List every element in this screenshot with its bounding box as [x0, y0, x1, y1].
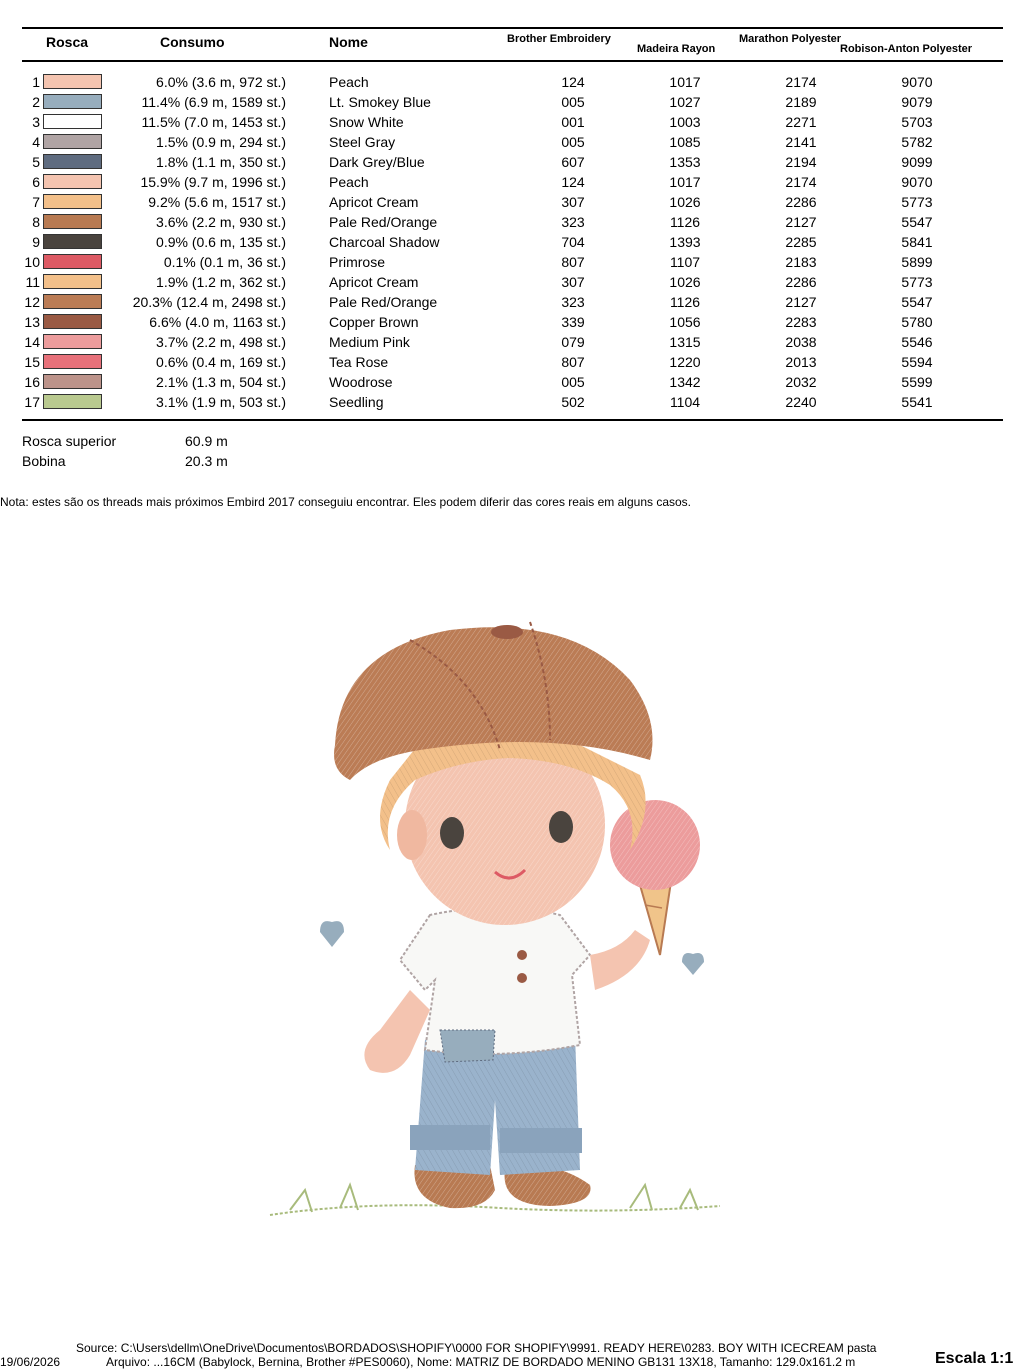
madeira-code: 1017: [669, 74, 701, 90]
table-row: [0, 232, 1024, 252]
madeira-code: 1126: [669, 214, 701, 230]
thread-number: 9: [32, 234, 40, 250]
thread-number: 14: [24, 334, 40, 350]
marathon-code: 2183: [785, 254, 817, 270]
marathon-code: 2194: [785, 154, 817, 170]
brother-code: 339: [561, 314, 585, 330]
thread-number: 3: [32, 114, 40, 130]
thread-consumption: 6.0% (3.6 m, 972 st.): [156, 74, 286, 90]
thread-name: Peach: [329, 174, 369, 190]
thread-color-swatch: [43, 254, 102, 269]
header-rosca: Rosca: [46, 34, 89, 50]
thread-consumption: 3.1% (1.9 m, 503 st.): [156, 394, 286, 410]
brother-code: 307: [561, 194, 585, 210]
brother-code: 124: [561, 74, 585, 90]
robison-code: 5547: [901, 294, 933, 310]
thread-name: Apricot Cream: [329, 194, 419, 210]
thread-name: Medium Pink: [329, 334, 410, 350]
brother-code: 307: [561, 274, 585, 290]
madeira-code: 1342: [669, 374, 701, 390]
thread-number: 8: [32, 214, 40, 230]
madeira-code: 1393: [669, 234, 701, 250]
table-row: [0, 72, 1024, 92]
header-marathon: Marathon Polyester: [739, 33, 842, 45]
footer-file: Arquivo: ...16CM (Babylock, Bernina, Brother #PES0060), Nome: MATRIZ DE BORDADO MENINO GB131 13X18, Tamanho: 129.0x161.2 m: [106, 1355, 856, 1369]
marathon-code: 2283: [785, 314, 817, 330]
marathon-code: 2189: [785, 94, 817, 110]
table-top-rule: [22, 27, 1003, 29]
table-row: [0, 212, 1024, 232]
thread-number: 15: [24, 354, 40, 370]
thread-consumption: 0.1% (0.1 m, 36 st.): [163, 254, 286, 270]
thread-name: Seedling: [329, 394, 384, 410]
robison-code: 5841: [901, 234, 933, 250]
marathon-code: 2286: [785, 274, 817, 290]
robison-code: 5780: [901, 314, 933, 330]
bobbin-value: 20.3 m: [185, 453, 228, 469]
header-brother: Brother Embroidery: [507, 33, 611, 45]
brother-code: 079: [561, 334, 585, 350]
thread-consumption: 15.9% (9.7 m, 1996 st.): [140, 174, 286, 190]
thread-color-swatch: [43, 394, 102, 409]
table-row: [0, 352, 1024, 372]
robison-code: 5899: [901, 254, 933, 270]
brother-code: 807: [561, 254, 585, 270]
thread-number: 17: [24, 394, 40, 410]
footer-date: 19/06/2026: [0, 1355, 61, 1369]
robison-code: 9070: [901, 74, 933, 90]
thread-name: Dark Grey/Blue: [329, 154, 425, 170]
shorts: [410, 1035, 582, 1175]
marathon-code: 2127: [785, 214, 817, 230]
madeira-code: 1353: [669, 154, 701, 170]
robison-code: 5773: [901, 274, 933, 290]
table-row: [0, 92, 1024, 112]
madeira-code: 1026: [669, 194, 701, 210]
table-row: [0, 372, 1024, 392]
table-header-rule: [22, 60, 1003, 62]
thread-name: Tea Rose: [329, 354, 389, 370]
thread-name: Snow White: [329, 114, 404, 130]
thread-color-swatch: [43, 154, 102, 169]
shirt: [400, 908, 590, 1063]
madeira-code: 1026: [669, 274, 701, 290]
thread-number: 5: [32, 154, 40, 170]
thread-consumption: 0.6% (0.4 m, 169 st.): [156, 354, 286, 370]
thread-consumption: 2.1% (1.3 m, 504 st.): [156, 374, 286, 390]
thread-color-swatch: [43, 74, 102, 89]
header-madeira: Madeira Rayon: [637, 43, 716, 55]
thread-number: 12: [24, 294, 40, 310]
ice-cream: [610, 800, 700, 955]
madeira-code: 1315: [669, 334, 701, 350]
thread-consumption: 11.5% (7.0 m, 1453 st.): [141, 114, 286, 130]
robison-code: 5541: [901, 394, 933, 410]
thread-color-swatch: [43, 294, 102, 309]
thread-number: 13: [24, 314, 40, 330]
thread-number: 16: [24, 374, 40, 390]
brother-code: 502: [561, 394, 585, 410]
madeira-code: 1027: [669, 94, 701, 110]
marathon-code: 2032: [785, 374, 817, 390]
madeira-code: 1126: [669, 294, 701, 310]
thread-consumption: 11.4% (6.9 m, 1589 st.): [141, 94, 286, 110]
brother-code: 323: [561, 214, 585, 230]
marathon-code: 2127: [785, 294, 817, 310]
marathon-code: 2286: [785, 194, 817, 210]
marathon-code: 2174: [785, 74, 817, 90]
robison-code: 9099: [901, 154, 933, 170]
madeira-code: 1220: [669, 354, 701, 370]
table-row: [0, 272, 1024, 292]
thread-color-swatch: [43, 94, 102, 109]
brother-code: 704: [561, 234, 585, 250]
thread-color-swatch: [43, 234, 102, 249]
table-row: [0, 252, 1024, 272]
thread-name: Copper Brown: [329, 314, 419, 330]
brother-code: 323: [561, 294, 585, 310]
marathon-code: 2240: [785, 394, 817, 410]
footer-scale: Escala 1:1: [935, 1350, 1014, 1367]
thread-color-swatch: [43, 274, 102, 289]
marathon-code: 2271: [785, 114, 817, 130]
robison-code: 5594: [901, 354, 933, 370]
table-row: [0, 332, 1024, 352]
thread-name: Steel Gray: [329, 134, 396, 150]
top-thread-label: Rosca superior: [22, 433, 117, 449]
thread-note: Nota: estes são os threads mais próximos Embird 2017 conseguiu encontrar. Eles podem diferir das cores reais em alguns casos.: [0, 495, 692, 509]
thread-name: Lt. Smokey Blue: [329, 94, 431, 110]
thread-color-swatch: [43, 354, 102, 369]
thread-name: Pale Red/Orange: [329, 214, 438, 230]
brother-code: 124: [561, 174, 585, 190]
brother-code: 005: [561, 374, 585, 390]
bobbin-label: Bobina: [22, 453, 66, 469]
marathon-code: 2013: [785, 354, 817, 370]
robison-code: 5547: [901, 214, 933, 230]
footer-source: Source: C:\Users\dellm\OneDrive\Documentos\BORDADOS\SHOPIFY\0000 FOR SHOPIFY\9991. READY HERE\0283. BOY WITH ICECREAM pasta: [76, 1341, 877, 1355]
brother-code: 807: [561, 354, 585, 370]
thread-name: Peach: [329, 74, 369, 90]
thread-color-swatch: [43, 334, 102, 349]
table-row: [0, 172, 1024, 192]
thread-number: 1: [32, 74, 40, 90]
robison-code: 5782: [901, 134, 933, 150]
thread-consumption: 20.3% (12.4 m, 2498 st.): [132, 294, 286, 310]
table-row: [0, 192, 1024, 212]
thread-table: [0, 72, 1024, 412]
robison-code: 9079: [901, 94, 933, 110]
thread-color-swatch: [43, 374, 102, 389]
embroidery-design-boy-with-icecream: [250, 610, 740, 1230]
thread-name: Apricot Cream: [329, 274, 419, 290]
table-row: [0, 392, 1024, 412]
robison-code: 5546: [901, 334, 933, 350]
marathon-code: 2285: [785, 234, 817, 250]
thread-number: 2: [32, 94, 40, 110]
marathon-code: 2141: [785, 134, 817, 150]
madeira-code: 1056: [669, 314, 701, 330]
grass: [270, 1185, 720, 1215]
thread-name: Primrose: [329, 254, 386, 270]
table-row: [0, 132, 1024, 152]
thread-consumption: 1.9% (1.2 m, 362 st.): [156, 274, 286, 290]
thread-consumption: 6.6% (4.0 m, 1163 st.): [149, 314, 286, 330]
madeira-code: 1085: [669, 134, 701, 150]
robison-code: 5703: [901, 114, 933, 130]
table-row: [0, 292, 1024, 312]
robison-code: 5773: [901, 194, 933, 210]
robison-code: 9070: [901, 174, 933, 190]
thread-number: 10: [24, 254, 40, 270]
thread-color-swatch: [43, 194, 102, 209]
thread-color-swatch: [43, 134, 102, 149]
brother-code: 607: [561, 154, 585, 170]
thread-consumption: 3.7% (2.2 m, 498 st.): [156, 334, 286, 350]
table-row: [0, 112, 1024, 132]
header-robison: Robison-Anton Polyester: [840, 43, 973, 55]
thread-number: 4: [32, 134, 40, 150]
madeira-code: 1104: [669, 394, 701, 410]
marathon-code: 2174: [785, 174, 817, 190]
thread-number: 7: [32, 194, 40, 210]
thread-consumption: 9.2% (5.6 m, 1517 st.): [148, 194, 286, 210]
header-nome: Nome: [329, 34, 368, 50]
table-row: [0, 312, 1024, 332]
madeira-code: 1003: [669, 114, 701, 130]
table-row: [0, 152, 1024, 172]
thread-name: Woodrose: [329, 374, 393, 390]
brother-code: 005: [561, 94, 585, 110]
thread-color-swatch: [43, 114, 102, 129]
top-thread-value: 60.9 m: [185, 433, 228, 449]
thread-number: 6: [32, 174, 40, 190]
thread-color-swatch: [43, 174, 102, 189]
brother-code: 001: [561, 114, 585, 130]
madeira-code: 1107: [669, 254, 701, 270]
header-consumo: Consumo: [160, 34, 225, 50]
thread-number: 11: [25, 274, 40, 290]
thread-consumption: 3.6% (2.2 m, 930 st.): [156, 214, 286, 230]
madeira-code: 1017: [669, 174, 701, 190]
brother-code: 005: [561, 134, 585, 150]
thread-name: Charcoal Shadow: [329, 234, 440, 250]
table-bottom-rule: [22, 419, 1003, 421]
marathon-code: 2038: [785, 334, 817, 350]
robison-code: 5599: [901, 374, 933, 390]
thread-color-swatch: [43, 314, 102, 329]
thread-name: Pale Red/Orange: [329, 294, 438, 310]
thread-consumption: 1.5% (0.9 m, 294 st.): [156, 134, 286, 150]
thread-consumption: 0.9% (0.6 m, 135 st.): [156, 234, 286, 250]
thread-consumption: 1.8% (1.1 m, 350 st.): [156, 154, 286, 170]
thread-color-swatch: [43, 214, 102, 229]
